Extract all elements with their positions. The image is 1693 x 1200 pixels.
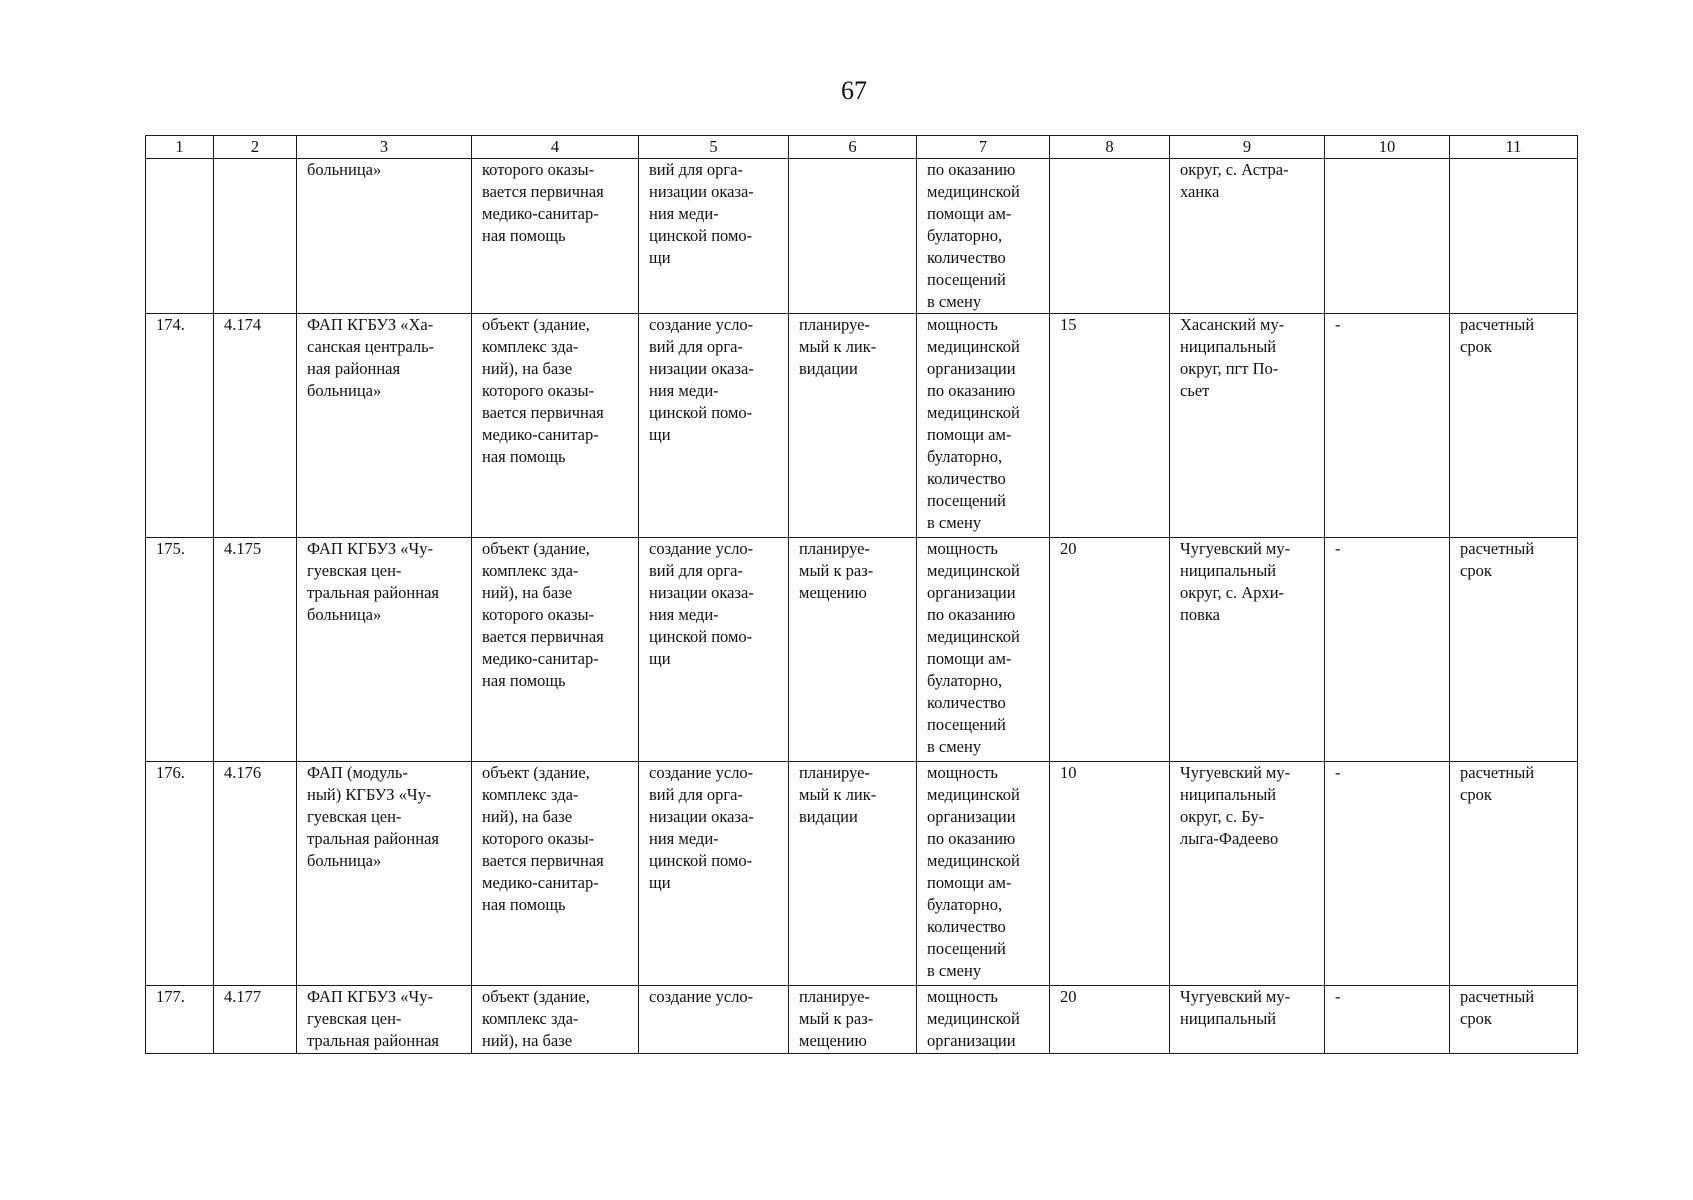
facility-name-cell: ФАП КГБУЗ «Чу- гуевская цен- тральная районная bbox=[297, 986, 472, 1054]
column-header: 1 bbox=[146, 136, 214, 159]
capacity-label-cell: по оказанию медицинской помощи ам- булаторно, количество посещений в смену bbox=[917, 159, 1050, 314]
purpose-cell: создание усло- bbox=[639, 986, 789, 1054]
capacity-value-cell: 15 bbox=[1050, 314, 1170, 538]
column-number-row bbox=[146, 136, 1578, 159]
object-type-cell: объект (здание, комплекс зда- ний), на базе которого оказы- вается первичная медико-санитар- ная помощь bbox=[472, 314, 639, 538]
table-row bbox=[146, 762, 1578, 986]
location-cell: Чугуевский му- ниципальный округ, с. Бу- лыга-Фадеево bbox=[1170, 762, 1325, 986]
term-cell bbox=[1450, 159, 1578, 314]
table-row bbox=[146, 986, 1578, 1054]
item-code-cell: 4.177 bbox=[214, 986, 297, 1054]
status-cell: планируе- мый к лик- видации bbox=[789, 314, 917, 538]
term-cell: расчетный срок bbox=[1450, 762, 1578, 986]
capacity-value-cell: 20 bbox=[1050, 986, 1170, 1054]
zone-cell: - bbox=[1325, 986, 1450, 1054]
capacity-label-cell: мощность медицинской организации bbox=[917, 986, 1050, 1054]
capacity-label-cell: мощность медицинской организации по оказанию медицинской помощи ам- булаторно, количество посещений в смену bbox=[917, 314, 1050, 538]
object-type-cell: которого оказы- вается первичная медико-санитар- ная помощь bbox=[472, 159, 639, 314]
column-header: 2 bbox=[214, 136, 297, 159]
row-number-cell: 174. bbox=[146, 314, 214, 538]
term-cell: расчетный срок bbox=[1450, 986, 1578, 1054]
column-header: 4 bbox=[472, 136, 639, 159]
column-header: 10 bbox=[1325, 136, 1450, 159]
status-cell: планируе- мый к раз- мещению bbox=[789, 538, 917, 762]
column-header: 6 bbox=[789, 136, 917, 159]
location-cell: Хасанский му- ниципальный округ, пгт По- сьет bbox=[1170, 314, 1325, 538]
column-header: 11 bbox=[1450, 136, 1578, 159]
object-type-cell: объект (здание, комплекс зда- ний), на базе которого оказы- вается первичная медико-санитар- ная помощь bbox=[472, 762, 639, 986]
object-type-cell: объект (здание, комплекс зда- ний), на базе которого оказы- вается первичная медико-санитар- ная помощь bbox=[472, 538, 639, 762]
table-row bbox=[146, 159, 1578, 314]
facility-name-cell: ФАП КГБУЗ «Чу- гуевская цен- тральная районная больница» bbox=[297, 538, 472, 762]
purpose-cell: создание усло- вий для орга- низации оказа- ния меди- цинской помо- щи bbox=[639, 538, 789, 762]
table-row bbox=[146, 314, 1578, 538]
zone-cell: - bbox=[1325, 762, 1450, 986]
row-number-cell: 175. bbox=[146, 538, 214, 762]
facility-name-cell: ФАП (модуль- ный) КГБУЗ «Чу- гуевская цен- тральная районная больница» bbox=[297, 762, 472, 986]
purpose-cell: создание усло- вий для орга- низации оказа- ния меди- цинской помо- щи bbox=[639, 762, 789, 986]
capacity-label-cell: мощность медицинской организации по оказанию медицинской помощи ам- булаторно, количество посещений в смену bbox=[917, 538, 1050, 762]
register-table bbox=[145, 135, 1578, 1054]
item-code-cell bbox=[214, 159, 297, 314]
table-row bbox=[146, 538, 1578, 762]
item-code-cell: 4.176 bbox=[214, 762, 297, 986]
item-code-cell: 4.174 bbox=[214, 314, 297, 538]
column-header: 7 bbox=[917, 136, 1050, 159]
column-header: 3 bbox=[297, 136, 472, 159]
facility-name-cell: ФАП КГБУЗ «Ха- санская централь- ная районная больница» bbox=[297, 314, 472, 538]
status-cell: планируе- мый к лик- видации bbox=[789, 762, 917, 986]
term-cell: расчетный срок bbox=[1450, 538, 1578, 762]
location-cell: Чугуевский му- ниципальный bbox=[1170, 986, 1325, 1054]
column-header: 5 bbox=[639, 136, 789, 159]
object-type-cell: объект (здание, комплекс зда- ний), на базе bbox=[472, 986, 639, 1054]
status-cell: планируе- мый к раз- мещению bbox=[789, 986, 917, 1054]
zone-cell: - bbox=[1325, 538, 1450, 762]
column-header: 9 bbox=[1170, 136, 1325, 159]
row-number-cell bbox=[146, 159, 214, 314]
capacity-label-cell: мощность медицинской организации по оказанию медицинской помощи ам- булаторно, количество посещений в смену bbox=[917, 762, 1050, 986]
purpose-cell: создание усло- вий для орга- низации оказа- ния меди- цинской помо- щи bbox=[639, 314, 789, 538]
capacity-value-cell: 20 bbox=[1050, 538, 1170, 762]
zone-cell bbox=[1325, 159, 1450, 314]
location-cell: округ, с. Астра- ханка bbox=[1170, 159, 1325, 314]
capacity-value-cell bbox=[1050, 159, 1170, 314]
capacity-value-cell: 10 bbox=[1050, 762, 1170, 986]
item-code-cell: 4.175 bbox=[214, 538, 297, 762]
row-number-cell: 176. bbox=[146, 762, 214, 986]
column-header: 8 bbox=[1050, 136, 1170, 159]
facility-name-cell: больница» bbox=[297, 159, 472, 314]
status-cell bbox=[789, 159, 917, 314]
purpose-cell: вий для орга- низации оказа- ния меди- цинской помо- щи bbox=[639, 159, 789, 314]
page-number: 67 bbox=[841, 76, 867, 105]
zone-cell: - bbox=[1325, 314, 1450, 538]
row-number-cell: 177. bbox=[146, 986, 214, 1054]
term-cell: расчетный срок bbox=[1450, 314, 1578, 538]
location-cell: Чугуевский му- ниципальный округ, с. Архи- повка bbox=[1170, 538, 1325, 762]
